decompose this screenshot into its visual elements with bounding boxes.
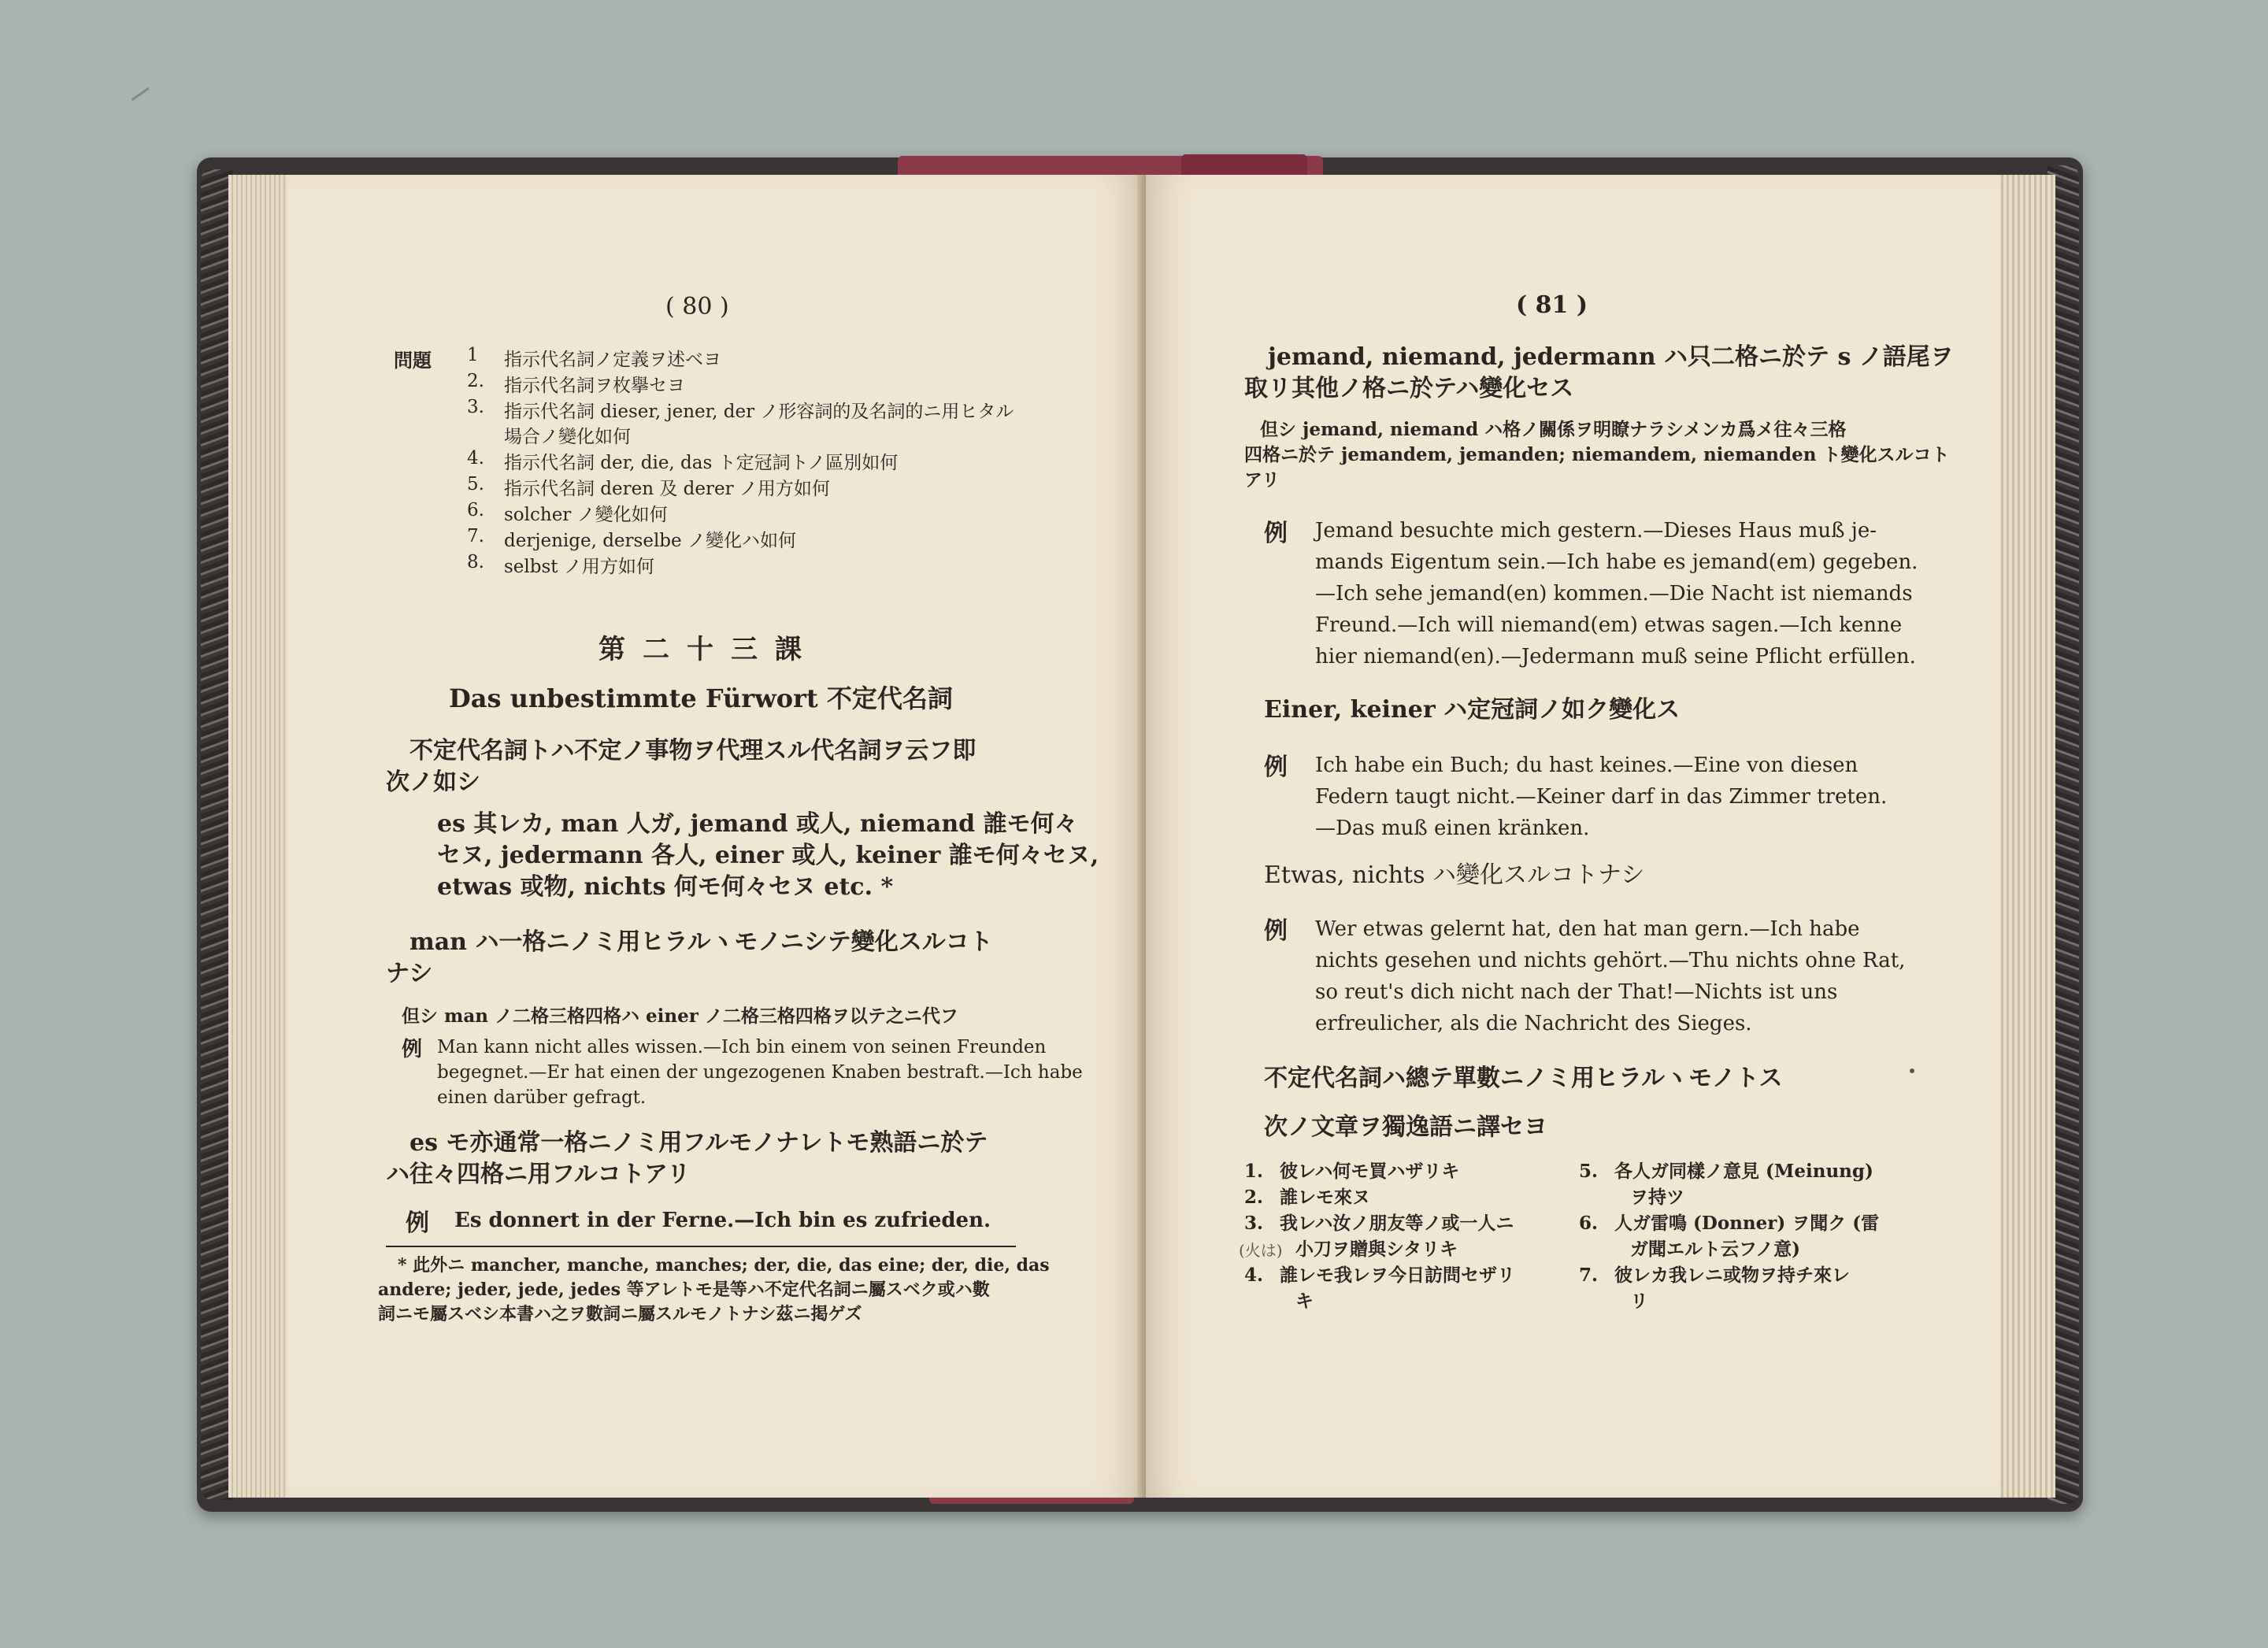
footnote-line: andere; jeder, jede, jedes 等アレトモ是等ハ不定代名詞ニ屬スベク或ハ數 bbox=[378, 1280, 990, 1300]
example-label: 例 bbox=[406, 1209, 429, 1237]
lesson-subtitle: Das unbestimmte Fürwort 不定代名詞 bbox=[449, 683, 953, 713]
example-label: 例 bbox=[1264, 917, 1288, 945]
example-line: Ich habe ein Buch; du hast keines.—Eine von diesen bbox=[1315, 754, 1858, 777]
ink-dot bbox=[1910, 1068, 1914, 1073]
exercise-text: 誰レモ來ヌ bbox=[1280, 1187, 1370, 1208]
example-label: 例 bbox=[1264, 520, 1288, 547]
question-text: 場合ノ變化如何 bbox=[504, 427, 631, 447]
example-line: nichts gesehen und nichts gehört.—Thu nichts ohne Rat, bbox=[1315, 949, 1906, 972]
example-line: Man kann nicht alles wissen.—Ich bin einem von seinen Freunden bbox=[437, 1037, 1047, 1057]
es-rule-line: ハ往々四格ニ用フルコトアリ bbox=[386, 1161, 691, 1188]
question-number: 5. bbox=[467, 474, 484, 494]
question-text: 指示代名詞ヲ枚擧セヨ bbox=[504, 376, 685, 396]
question-text: 指示代名詞 der, die, das ト定冠詞トノ區別如何 bbox=[504, 453, 899, 473]
pronoun-list-line: セヌ, jedermann 各人, einer 或人, keiner 誰モ何々セヌ, bbox=[437, 842, 1099, 869]
question-number: 8. bbox=[467, 552, 484, 572]
exercise-text: 我レハ汝ノ朋友等ノ或一人ニ bbox=[1280, 1213, 1514, 1234]
example-line: mands Eigentum sein.—Ich habe es jemand(em) gegeben. bbox=[1315, 550, 1918, 574]
question-text: 指示代名詞 deren 及 derer ノ用方如何 bbox=[504, 479, 830, 499]
exercise-text: キ bbox=[1295, 1291, 1314, 1312]
exercise-text: リ bbox=[1630, 1291, 1648, 1312]
question-number: 6. bbox=[467, 500, 484, 520]
footnote-rule bbox=[386, 1246, 1016, 1247]
lesson-heading: 第二十三課 bbox=[598, 634, 819, 665]
footnote-line: 詞ニモ屬スベシ本書ハ之ヲ數詞ニ屬スルモノトナシ茲ニ掲ゲズ bbox=[378, 1304, 862, 1324]
question-number: 2. bbox=[467, 371, 484, 391]
einer-rule: Einer, keiner ハ定冠詞ノ如ク變化ス bbox=[1264, 696, 1681, 724]
example-line: —Das muß einen kränken. bbox=[1315, 817, 1590, 840]
exercise-text: 誰レモ我レヲ今日訪問セザリ bbox=[1280, 1265, 1515, 1286]
example-line: erfreulicher, als die Nachricht des Sieges. bbox=[1315, 1012, 1752, 1035]
etwas-rule: Etwas, nichts ハ變化スルコトナシ bbox=[1264, 861, 1645, 889]
page-number: ( 80 ) bbox=[665, 293, 729, 320]
intro-line: 次ノ如シ bbox=[386, 768, 480, 796]
exercise-text: 彼レカ我レニ或物ヲ持チ來レ bbox=[1614, 1265, 1850, 1286]
example-line: Federn taugt nicht.—Keiner darf in das Zimmer treten. bbox=[1315, 785, 1888, 809]
note-line: 但シ jemand, niemand ハ格ノ關係ヲ明瞭ナラシメンカ爲メ往々三格 bbox=[1260, 419, 1847, 440]
question-number: 1 bbox=[467, 345, 479, 365]
exercise-number: 7. bbox=[1579, 1265, 1599, 1286]
pencil-mark bbox=[131, 87, 149, 101]
exercise-text: ヲ持ツ bbox=[1630, 1187, 1684, 1208]
question-text: 指示代名詞ノ定義ヲ述ベヨ bbox=[504, 350, 721, 370]
question-number: 3. bbox=[467, 397, 484, 417]
intro-line: jemand, niemand, jedermann ハ只二格ニ於テ s ノ語尾ヲ bbox=[1268, 343, 1954, 371]
man-rule-line: ナシ bbox=[386, 960, 433, 987]
intro-line: 取リ其他ノ格ニ於テハ變化セス bbox=[1244, 375, 1574, 402]
example-line: Freund.—Ich will niemand(em) etwas sagen.—Ich kenne bbox=[1315, 613, 1903, 637]
exercise-number: 1. bbox=[1244, 1161, 1264, 1182]
question-number: 7. bbox=[467, 526, 484, 546]
intro-line: 不定代名詞トハ不定ノ事物ヲ代理スル代名詞ヲ云フ即 bbox=[410, 737, 976, 765]
example-line: Es donnert in der Ferne.—Ich bin es zufrieden. bbox=[454, 1209, 991, 1232]
page-number: ( 81 ) bbox=[1516, 291, 1588, 319]
marbled-cover-left bbox=[201, 169, 232, 1500]
footnote-line: * 此外ニ mancher, manche, manches; der, die, das eine; der, die, das bbox=[398, 1255, 1050, 1276]
exercise-heading: 次ノ文章ヲ獨逸語ニ譯セヨ bbox=[1264, 1113, 1547, 1141]
man-rule-line: man ハ一格ニノミ用ヒラルヽモノニシテ變化スルコト bbox=[410, 928, 993, 956]
exercise-number: 5. bbox=[1579, 1161, 1599, 1182]
example-label: 例 bbox=[1264, 754, 1288, 781]
margin-note: (火は) bbox=[1239, 1241, 1283, 1260]
man-note: 但シ man ノ二格三格四格ハ einer ノ二格三格四格ヲ以テ之ニ代フ bbox=[402, 1005, 958, 1027]
example-label: 例 bbox=[402, 1038, 423, 1061]
exercise-number: 6. bbox=[1579, 1213, 1599, 1234]
example-line: —Ich sehe jemand(en) kommen.—Die Nacht ist niemands bbox=[1315, 582, 1913, 606]
example-line: Jemand besuchte mich gestern.—Dieses Haus muß je- bbox=[1315, 519, 1877, 543]
question-text: selbst ノ用方如何 bbox=[504, 557, 654, 577]
left-page bbox=[287, 175, 1142, 1498]
question-text: solcher ノ變化如何 bbox=[504, 505, 668, 525]
right-page bbox=[1146, 175, 2000, 1498]
es-rule-line: es モ亦通常一格ニノミ用フルモノナレトモ熟語ニ於テ bbox=[410, 1129, 988, 1157]
exercise-number: 3. bbox=[1244, 1213, 1264, 1234]
pronoun-list-line: etwas 或物, nichts 何モ何々セヌ etc. * bbox=[437, 873, 894, 901]
questions-label: 問題 bbox=[394, 349, 432, 372]
exercise-text: 小刀ヲ贈與シタリキ bbox=[1295, 1239, 1458, 1260]
summary-rule: 不定代名詞ハ總テ單數ニノミ用ヒラルヽモノトス bbox=[1264, 1065, 1783, 1092]
exercise-text: ガ聞エルト云フノ意) bbox=[1630, 1239, 1801, 1260]
exercise-number: 2. bbox=[1244, 1187, 1264, 1208]
example-line: einen darüber gefragt. bbox=[437, 1087, 647, 1108]
example-line: Wer etwas gelernt hat, den hat man gern.—Ich habe bbox=[1315, 917, 1860, 941]
exercise-text: 各人ガ同樣ノ意見 (Meinung) bbox=[1614, 1161, 1873, 1182]
question-number: 4. bbox=[467, 448, 484, 468]
exercise-text: 彼レハ何モ買ハザリキ bbox=[1280, 1161, 1460, 1182]
note-line: 四格ニ於テ jemandem, jemanden; niemandem, niemanden ト變化スルコト bbox=[1244, 444, 1950, 465]
note-line: アリ bbox=[1244, 469, 1280, 491]
example-line: hier niemand(en).—Jedermann muß seine Pflicht erfüllen. bbox=[1315, 645, 1916, 668]
exercise-number: 4. bbox=[1244, 1265, 1264, 1286]
example-line: so reut's dich nicht nach der That!—Nichts ist uns bbox=[1315, 980, 1838, 1004]
question-text: 指示代名詞 dieser, jener, der ノ形容詞的及名詞的ニ用ヒタル bbox=[504, 402, 1014, 422]
exercise-text: 人ガ雷鳴 (Donner) ヲ聞ク (雷 bbox=[1614, 1213, 1880, 1234]
pronoun-list-line: es 其レカ, man 人ガ, jemand 或人, niemand 誰モ何々 bbox=[437, 810, 1078, 838]
question-text: derjenige, derselbe ノ變化ハ如何 bbox=[504, 531, 796, 551]
example-line: begegnet.—Er hat einen der ungezogenen Knaben bestraft.—Ich habe bbox=[437, 1062, 1083, 1083]
